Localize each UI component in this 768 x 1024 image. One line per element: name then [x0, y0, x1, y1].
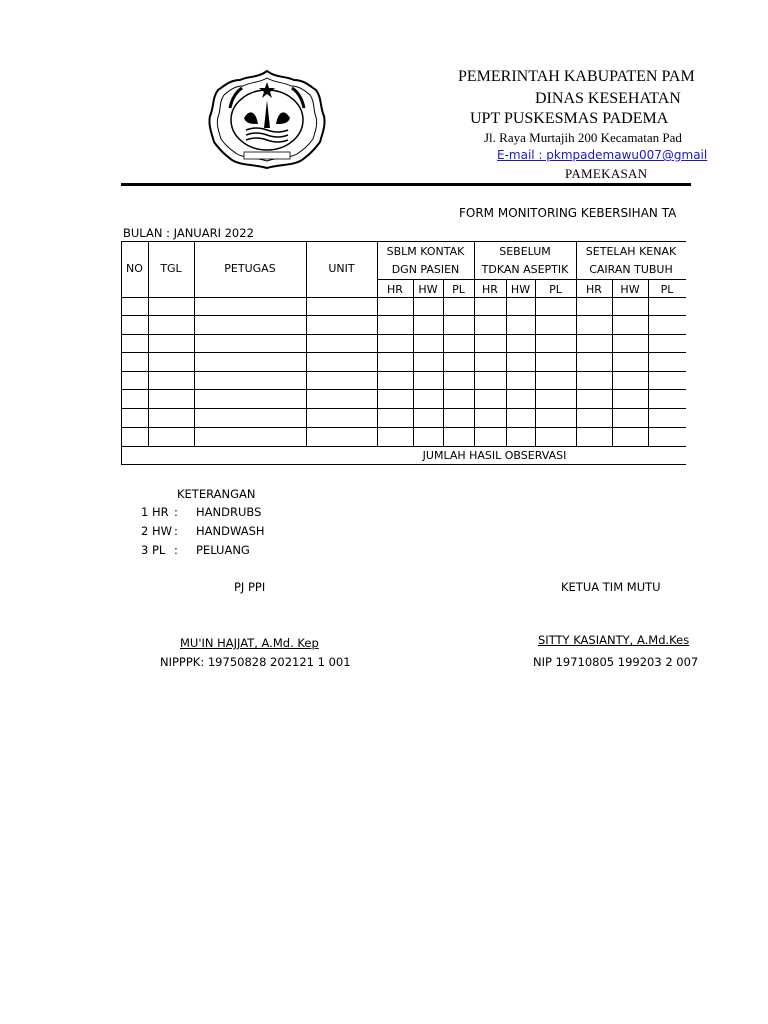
- subheader-hw: HW: [620, 283, 640, 296]
- table-row-line: [121, 352, 686, 353]
- signature-left-role: PJ PPI: [234, 580, 266, 594]
- signature-right-name: SITTY KASIANTY, A.Md.Kes: [538, 633, 690, 647]
- table-row-line: [121, 371, 686, 372]
- subheader-hw: HW: [418, 283, 438, 296]
- subheader-hr: HR: [482, 283, 498, 296]
- legend-description: PELUANG: [196, 543, 250, 557]
- subheader-pl: PL: [660, 283, 674, 296]
- table-footer-total: JUMLAH HASIL OBSERVASI: [422, 449, 567, 462]
- subheader-pl: PL: [549, 283, 562, 296]
- form-title: FORM MONITORING KEBERSIHAN TA: [459, 206, 677, 220]
- header-group3-line1: SETELAH KENAK: [585, 245, 677, 258]
- legend-code: 1 HR: [141, 505, 169, 519]
- table-subheader-line: [377, 279, 686, 280]
- form-month: BULAN : JANUARI 2022: [123, 226, 254, 240]
- legend-description: HANDRUBS: [196, 505, 262, 519]
- table-row-line: [121, 334, 686, 335]
- legend-description: HANDWASH: [196, 524, 265, 538]
- signature-left-name: MU'IN HAJJAT, A.Md. Kep: [180, 636, 319, 650]
- header-no: NO: [126, 262, 143, 275]
- subheader-hr: HR: [586, 283, 602, 296]
- table-col-line: [612, 279, 613, 446]
- table-col-line: [535, 279, 536, 446]
- header-group2-line1: SEBELUM: [499, 245, 551, 258]
- legend-title: KETERANGAN: [177, 487, 256, 501]
- header-petugas: PETUGAS: [224, 262, 276, 275]
- header-group1-line1: SBLM KONTAK: [386, 245, 465, 258]
- table-col-line: [648, 279, 649, 446]
- subheader-hw: HW: [510, 283, 531, 296]
- table-border-top: [121, 241, 686, 242]
- header-department-line: DINAS KESEHATAN: [535, 90, 681, 107]
- legend-separator: :: [174, 505, 178, 519]
- header-government-line: PEMERINTAH KABUPATEN PAM: [458, 68, 695, 85]
- header-address: Jl. Raya Murtajih 200 Kecamatan Pad: [484, 130, 682, 145]
- table-header-bottom: [121, 297, 686, 298]
- header-group3-line2: CAIRAN TUBUH: [589, 263, 673, 276]
- header-group1-line2: DGN PASIEN: [391, 263, 460, 276]
- subheader-pl: PL: [452, 283, 465, 296]
- header-email-link[interactable]: E-mail : pkmpademawu007@gmail: [497, 148, 708, 162]
- table-col-line: [506, 279, 507, 446]
- header-tgl: TGL: [160, 262, 182, 275]
- table-row-line: [121, 408, 686, 409]
- subheader-hr: HR: [387, 283, 403, 296]
- table-row-line: [121, 446, 686, 447]
- legend-separator: :: [174, 524, 178, 538]
- signature-right-id: NIP 19710805 199203 2 007: [533, 655, 699, 669]
- table-row-line: [121, 427, 686, 428]
- legend-code: 3 PL: [141, 543, 166, 557]
- header-group2-line2: TDKAN ASEPTIK: [481, 263, 569, 276]
- table-row-line: [121, 389, 686, 390]
- signature-right-role: KETUA TIM MUTU: [561, 580, 661, 594]
- header-puskesmas-line: UPT PUSKESMAS PADEMA: [470, 110, 669, 127]
- header-unit: UNIT: [328, 262, 355, 275]
- table-col-line: [443, 279, 444, 446]
- legend-separator: :: [174, 543, 178, 557]
- regency-emblem-logo: [206, 68, 328, 170]
- legend-code: 2 HW: [141, 524, 172, 538]
- table-col-line: [413, 279, 414, 446]
- table-row-line: [121, 315, 686, 316]
- table-border-bottom: [121, 464, 686, 465]
- header-city: PAMEKASAN: [565, 166, 648, 181]
- table-border-left: [121, 241, 122, 465]
- header-divider: [121, 183, 691, 186]
- signature-left-id: NIPPPK: 19750828 202121 1 001: [160, 655, 351, 669]
